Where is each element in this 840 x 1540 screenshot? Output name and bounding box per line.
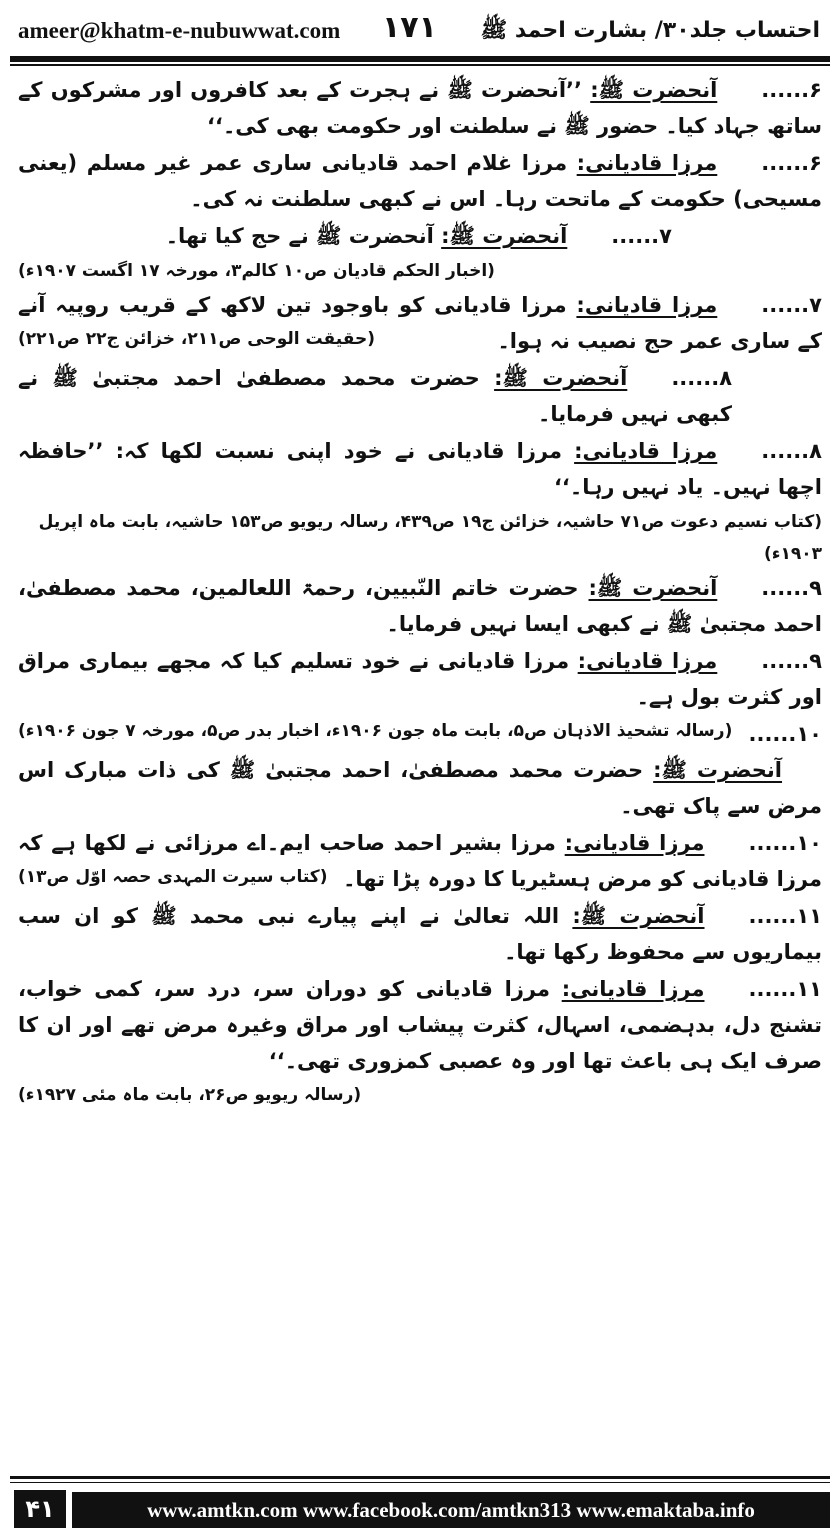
footer-page-number: ۴۱ xyxy=(14,1490,66,1528)
entry-label: مرزا قادیانی: xyxy=(576,151,718,175)
entry-number: ۸...... xyxy=(761,439,822,463)
header-rule-thin xyxy=(10,64,830,66)
entry-number: ۷...... xyxy=(611,224,672,248)
footer-links[interactable]: www.amtkn.com www.facebook.com/amtkn313 www.emaktaba.info xyxy=(72,1492,830,1528)
entry-7-prophet xyxy=(18,218,822,254)
entry-label: آنحضرت ﷺ: xyxy=(588,576,718,600)
entry-8-prophet xyxy=(18,360,822,432)
entry-text: آنحضرت ﷺ نے حج کیا تھا۔ xyxy=(165,224,442,248)
running-title: احتساب جلد۳۰/ بشارت احمد ﷺ xyxy=(480,18,820,43)
entry-number: ۶...... xyxy=(761,78,822,102)
entry-number: ۹...... xyxy=(761,649,822,673)
entry-text: مرزا قادیانی نے خود تسلیم کیا کہ مجھے بیماری مراق اور کثرت بول ہے۔ xyxy=(18,649,822,709)
entry-label: آنحضرت ﷺ: xyxy=(494,366,628,390)
reference-citation: (رسالہ ریویو ص۲۶، بابت ماہ مئی ۱۹۲۷ء) xyxy=(18,1085,362,1105)
entry-number: ۱۰...... xyxy=(748,722,822,746)
entry-label: آنحضرت ﷺ: xyxy=(572,904,705,928)
entry-text: ’’آنحضرت ﷺ نے ہجرت کے بعد کافروں اور مشرکوں کے ساتھ جہاد کیا۔ حضور ﷺ نے سلطنت اور حکومت بھی کی۔‘‘ xyxy=(18,78,822,138)
reference-citation: (کتاب سیرت المہدی حصہ اوّل ص۱۳) xyxy=(18,867,328,887)
header-email[interactable]: ameer@khatm-e-nubuwwat.com xyxy=(18,18,341,43)
entry-text: مرزا غلام احمد قادیانی ساری عمر غیر مسلم (یعنی مسیحی) حکومت کے ماتحت رہا۔ اس نے کبھی سلطنت نہ کی۔ xyxy=(18,151,822,211)
entry-label: مرزا قادیانی: xyxy=(564,831,705,855)
entry-label: مرزا قادیانی: xyxy=(577,649,718,673)
entry-text: مرزا بشیر احمد صاحب ایم۔اے مرزائی نے لکھا ہے کہ مرزا قادیانی کو مرض ہسٹیریا کا دورہ پڑا تھا۔ xyxy=(18,831,822,891)
reference-citation: (حقیقت الوحی ص۲۱۱، خزائن ج۲۲ ص۲۲۱) xyxy=(18,329,375,349)
entry-6-prophet xyxy=(18,72,822,144)
footer-rule xyxy=(10,1476,830,1479)
entry-number: ۱۰...... xyxy=(748,831,822,855)
entry-label: مرزا قادیانی: xyxy=(576,293,718,317)
entry-7-mirza xyxy=(18,287,822,359)
footer-rule-thin xyxy=(10,1482,830,1483)
entry-label: آنحضرت ﷺ: xyxy=(590,78,718,102)
entry-11-mirza xyxy=(18,971,822,1105)
header-rule xyxy=(10,56,830,62)
entry-8-mirza xyxy=(18,433,822,505)
entry-text: حضرت محمد مصطفیٰ احمد مجتبیٰ ﷺ نے کبھی نہیں فرمایا۔ xyxy=(18,366,732,426)
entry-number: ۱۱...... xyxy=(748,977,822,1001)
entry-label: آنحضرت ﷺ: xyxy=(441,224,568,248)
entry-number: ۱۱...... xyxy=(748,904,822,928)
reference-citation: (کتاب نسیم دعوت ص۷۱ حاشیہ، خزائن ج۱۹ ص۴۳۹، رسالہ ریویو ص۱۵۳ حاشیہ، بابت ماہ اپریل ۱۹۰۳ء) xyxy=(38,512,822,564)
entry-9-prophet xyxy=(18,570,822,642)
entry-text: حضرت خاتم النّبیین، رحمۃ اللعالمین، محمد مصطفیٰ، احمد مجتبیٰ ﷺ نے کبھی ایسا نہیں فرمایا۔ xyxy=(18,576,822,636)
entry-11-prophet xyxy=(18,898,822,970)
entry-number: ۹...... xyxy=(761,576,822,600)
entry-label: آنحضرت ﷺ: xyxy=(653,758,783,782)
reference-citation: (اخبار الحکم قادیان ص۱۰ کالم۳، مورخہ ۱۷ اگست ۱۹۰۷ء) xyxy=(18,261,495,281)
entry-text: مرزا قادیانی نے خود اپنی نسبت لکھا کہ: ’’حافظہ اچھا نہیں۔ یاد نہیں رہا۔‘‘ xyxy=(18,439,822,499)
page-body xyxy=(18,72,822,1462)
entry-text: مرزا قادیانی کو دوران سر، درد سر، کمی خواب، تشنج دل، بدہضمی، اسہال، کثرت پیشاب اور مراق وغیرہ مرض تھے اور ان کا صرف ایک ہی باعث تھا اور وہ عصبی کمزوری تھی۔‘‘ xyxy=(18,977,822,1073)
entry-text: مرزا قادیانی کو باوجود تین لاکھ کے قریب روپیہ آنے کے ساری عمر حج نصیب نہ ہوا۔ xyxy=(18,293,822,353)
header-page-number: ۱۷۱ xyxy=(382,10,437,45)
entry-text: حضرت محمد مصطفیٰ، احمد مجتبیٰ ﷺ کی ذات مبارک اس مرض سے پاک تھی۔ xyxy=(18,758,822,818)
entry-number: ۸...... xyxy=(671,366,733,390)
page-footer xyxy=(0,1476,840,1540)
entry-10-mirza xyxy=(18,825,822,897)
reference-citation: (رسالہ تشحیذ الاذہان ص۵، بابت ماہ جون ۱۹۰۶ء، اخبار بدر ص۵، مورخہ ۷ جون ۱۹۰۶ء) xyxy=(18,721,733,741)
entry-label: مرزا قادیانی: xyxy=(561,977,705,1001)
entry-6-mirza xyxy=(18,145,822,217)
entry-number: ۷...... xyxy=(761,293,822,317)
page-header xyxy=(0,0,840,64)
entry-number: ۶...... xyxy=(761,151,822,175)
entry-text: اللہ تعالیٰ نے اپنے پیارے نبی محمد ﷺ کو ان سب بیماریوں سے محفوظ رکھا تھا۔ xyxy=(18,904,822,964)
entry-label: مرزا قادیانی: xyxy=(574,439,718,463)
